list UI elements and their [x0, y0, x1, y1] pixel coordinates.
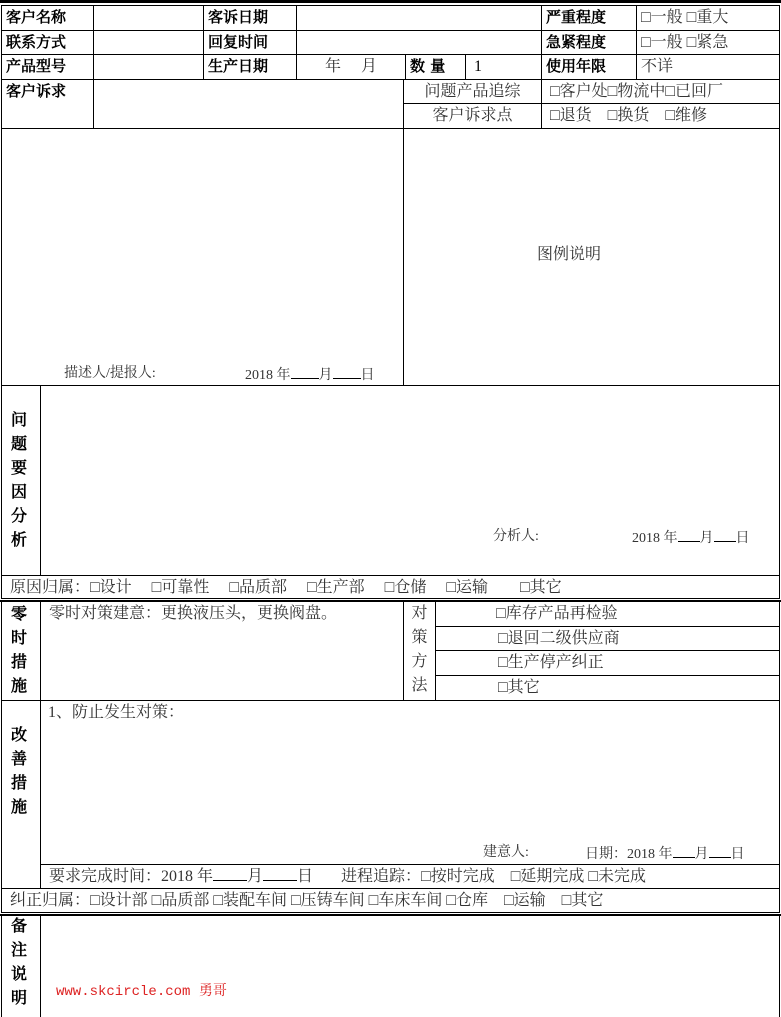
product-model-field[interactable]: [93, 54, 204, 80]
production-date-label: 生产日期: [203, 54, 297, 80]
analyst-label: 分析人:: [493, 529, 539, 544]
report-date[interactable]: [245, 364, 375, 386]
reporter-label: 描述人/提报人:: [64, 366, 156, 381]
top-border: [0, 0, 781, 3]
method-option[interactable]: □其它: [435, 675, 780, 701]
method-option[interactable]: □退回二级供应商: [435, 626, 780, 651]
severity-options[interactable]: □一般 □重大: [636, 5, 780, 31]
complaint-date-field[interactable]: [296, 5, 542, 31]
customer-name-label: 客户名称: [1, 5, 94, 31]
severity-label: 严重程度: [541, 5, 637, 31]
year-text: 2018 年: [632, 531, 678, 546]
month-text: 月: [699, 531, 714, 546]
urgency-label: 急紧程度: [541, 30, 637, 55]
request-point-options[interactable]: □退货 □换货 □维修: [541, 103, 780, 129]
reply-time-label: 回复时间: [203, 30, 297, 55]
improvement-label: 改善措施: [11, 725, 28, 816]
temporary-label: 零时措施: [11, 604, 28, 695]
complaint-date-label: 客诉日期: [203, 5, 297, 31]
deadline-label: 要求完成时间：2018 年: [49, 868, 214, 885]
day-text: 日: [730, 847, 745, 862]
contact-field[interactable]: [93, 30, 204, 55]
method-option[interactable]: □库存产品再检验: [435, 601, 780, 627]
day-text: 日: [297, 868, 314, 885]
improvement-area[interactable]: [40, 700, 780, 865]
product-model-label: 产品型号: [1, 54, 94, 80]
quantity-label: 数 量: [405, 54, 466, 80]
day-text: 日: [735, 531, 750, 546]
reply-time-field[interactable]: [296, 30, 542, 55]
month-text: 月: [247, 868, 264, 885]
method-option[interactable]: □生产停产纠正: [435, 650, 780, 676]
month-text: 月: [318, 368, 333, 383]
cause-attribution[interactable]: 原因归属：□设计 □可靠性 □品质部 □生产部 □仓储 □运输 □其它: [1, 575, 780, 599]
improvement-date[interactable]: [585, 843, 745, 865]
tracking-label: 问题产品追综: [403, 79, 542, 104]
suggester-label: 建意人:: [483, 845, 529, 860]
contact-label: 联系方式: [1, 30, 94, 55]
production-date-field[interactable]: 年 月: [296, 54, 406, 80]
temporary-suggestion[interactable]: 零时对策建意：更换液压头，更换阀盘。: [40, 601, 404, 701]
urgency-options[interactable]: □一般 □紧急: [636, 30, 780, 55]
progress-tracking[interactable]: 进程追踪：□按时完成 □延期完成 □未完成: [341, 868, 647, 885]
customer-request-field[interactable]: [93, 79, 404, 129]
remarks-label: 备注说明: [11, 916, 28, 1007]
analysis-date[interactable]: [632, 527, 750, 549]
method-label: 对策方法: [411, 605, 428, 694]
tracking-options[interactable]: □客户处□物流中□已回厂: [541, 79, 780, 104]
request-point-label: 客户诉求点: [403, 103, 542, 129]
correction-attribution[interactable]: 纠正归属：□设计部 □品质部 □装配车间 □压铸车间 □车床车间 □仓库 □运输 □其它: [1, 888, 780, 913]
customer-name-field[interactable]: [93, 5, 204, 31]
service-life-label: 使用年限: [541, 54, 637, 80]
watermark: www.skcircle.com 勇哥: [56, 984, 227, 1000]
deadline-row[interactable]: [40, 864, 780, 889]
date-label: 日期：2018 年: [585, 847, 673, 862]
quantity-field[interactable]: 1: [465, 54, 542, 80]
improvement-item: 1、防止发生对策：: [48, 704, 185, 721]
month-text: 月: [694, 847, 709, 862]
service-life-field[interactable]: 不详: [636, 54, 780, 80]
legend-label: 图例说明: [537, 246, 602, 263]
year-text: 2018 年: [245, 368, 291, 383]
day-text: 日: [360, 368, 375, 383]
customer-request-label: 客户诉求: [1, 79, 94, 129]
analysis-label: 问题要因分析: [11, 410, 28, 549]
description-area[interactable]: [1, 128, 404, 386]
